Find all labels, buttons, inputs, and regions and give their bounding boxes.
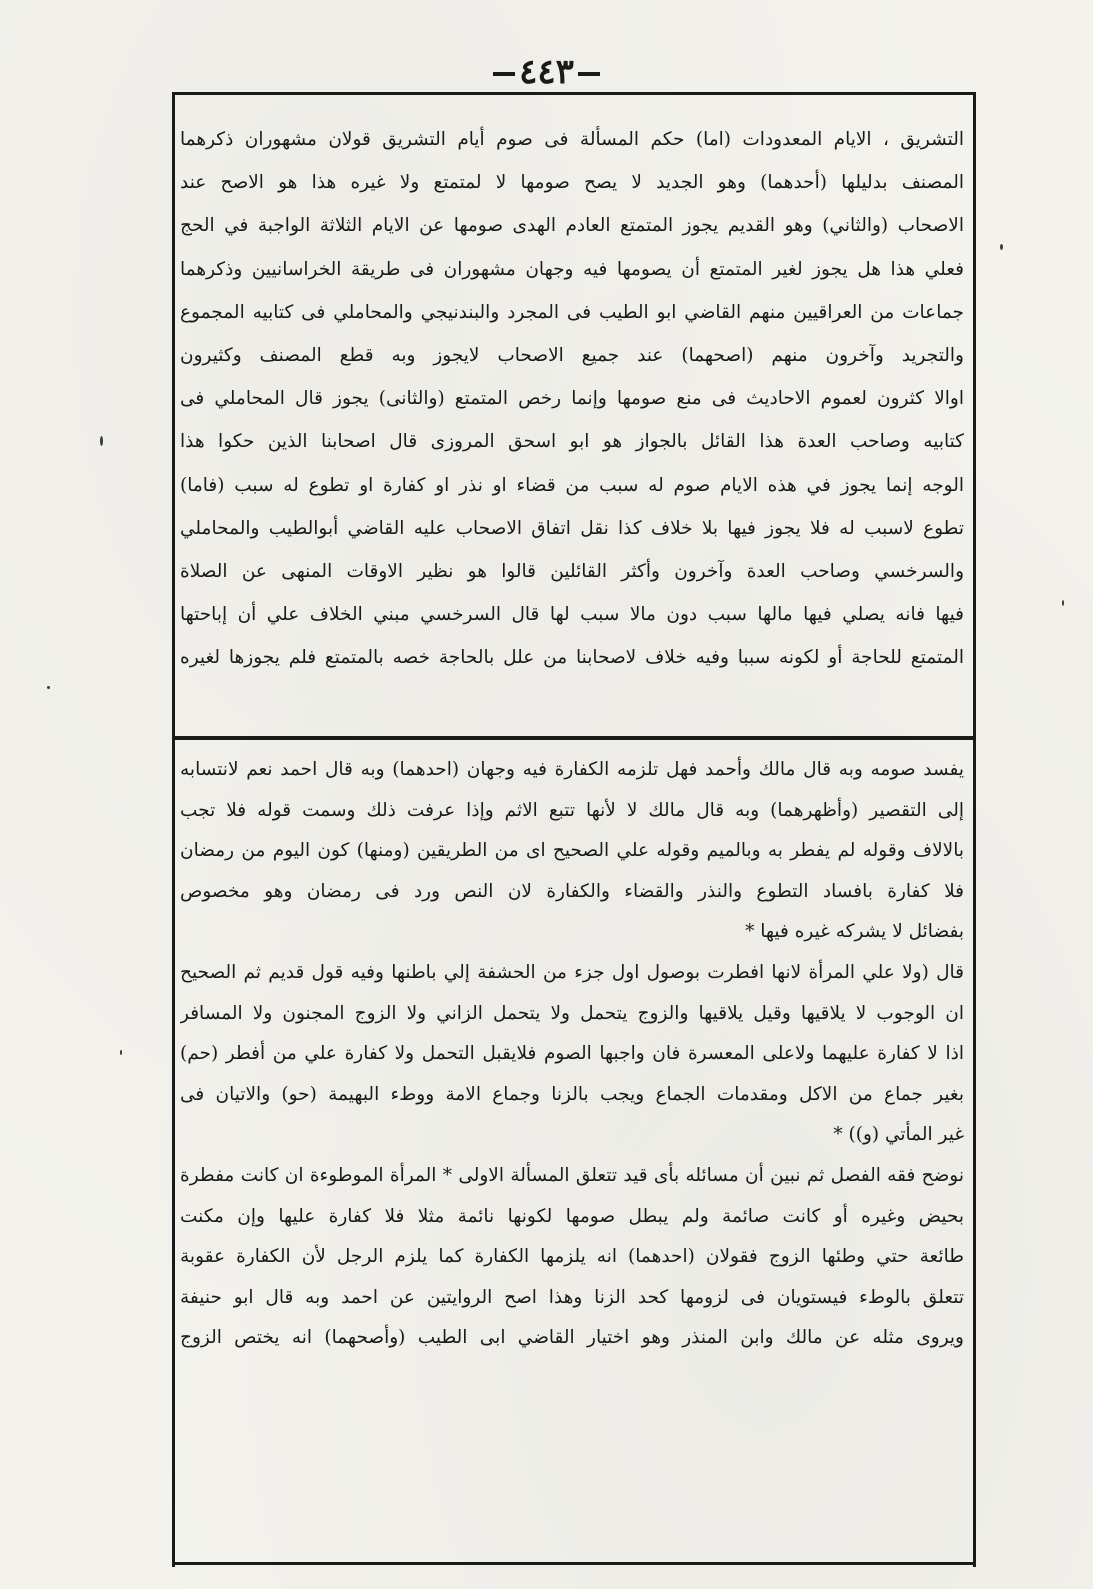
lower-line: اذا لا كفارة عليهما ولاعلى المعسرة فان واجبها الصوم فلايقبل التحمل ولا كفارة علي من أفطر (حم) bbox=[180, 1043, 964, 1065]
scan-speck bbox=[1000, 244, 1003, 250]
frame-bottom-rule bbox=[172, 1562, 976, 1565]
upper-line: المصنف بدليلها (أحدهما) وهو الجديد لا يصح صومها لا لمتمتع ولا غيره هذا هو الاصح عند bbox=[180, 172, 964, 194]
upper-line: جماعات من العراقيين منهم القاضي ابو الطيب فى المجرد والبندنيجي والمحاملي فى كتابيه المجموع bbox=[180, 301, 964, 323]
upper-line: كتابيه وصاحب العدة هذا القائل بالجواز هو ابو اسحق المروزى قال اصحابنا الذين حكوا هذا bbox=[180, 431, 964, 453]
upper-line: اوالا كثرون لعموم الاحاديث فى منع صومها وإنما رخص المتمتع (والثانى) يجوز قال المحاملي فى bbox=[180, 388, 964, 410]
upper-line: والتجريد وآخرون منهم (اصحهما) عند جميع الاصحاب لايجوز وبه قطع المصنف وكثيرون bbox=[180, 344, 964, 366]
lower-line: بغير جماع من الاكل ومقدمات الجماع ويجب بالزنا وجماع الامة ووطء البهيمة (حو) والاتيان فى bbox=[180, 1083, 964, 1105]
upper-line: الوجه إنما يجوز في هذه الايام صوم له سبب من قضاء او نذر او كفارة او تطوع له سبب (فاما) bbox=[180, 474, 964, 496]
lower-line: بحيض وغيره أو كانت صائمة ولم يبطل صومها لكونها نائمة مثلا فلا كفارة عليها وإن مكنت bbox=[180, 1205, 964, 1227]
lower-line: بفضائل لا يشركه غيره فيها * bbox=[745, 921, 964, 943]
upper-line: التشريق ، الايام المعدودات (اما) حكم المسألة فى صوم أيام التشريق قولان مشهوران ذكرهما bbox=[180, 129, 964, 150]
lower-line: بالالاف وقوله لم يفطر به وبالميم وقوله علي الصحيح اى من الطريقين (ومنها) كون اليوم من رمضان bbox=[180, 840, 964, 862]
upper-line: والسرخسي وصاحب العدة وآخرون وأكثر القائلين قالوا هو نظير الاوقات المنهى عن الصلاة bbox=[180, 560, 964, 582]
lower-text-block bbox=[180, 750, 964, 1359]
upper-line: تطوع لاسبب له فلا يجوز فيها بلا خلاف كذا نقل اتفاق الاصحاب عليه القاضي أبوالطيب والمحاملي bbox=[180, 517, 964, 539]
scan-speck bbox=[1062, 600, 1064, 606]
upper-line: فيها فانه يصلي فيها مالها سبب دون مالا سبب لها قال السرخسي مبني الخلاف علي أن إباحتها bbox=[180, 604, 964, 626]
section-divider bbox=[172, 736, 976, 740]
upper-line: الاصحاب (والثاني) وهو القديم يجوز المتمتع العادم الهدى صومها عن الايام الثلاثة الواجبة في الحج bbox=[180, 215, 964, 237]
right-dash bbox=[493, 72, 515, 76]
lower-line: قال (ولا علي المرأة لانها افطرت بوصول اول جزء من الحشفة إلي باطنها وفيه قول قديم ثم الصحيح bbox=[180, 961, 964, 983]
lower-line: غير المأتي (و)) * bbox=[833, 1124, 964, 1146]
lower-line: إلى التقصير (وأظهرهما) وبه قال مالك لا لأنها تتبع الاثم وإذا عرفت ذلك وسمت قوله فلا تجب bbox=[180, 799, 964, 821]
page-number: ٤٤٣ bbox=[519, 52, 574, 92]
lower-line: ان الوجوب لا يلاقيها وقيل يلاقيها والزوج يتحمل ولا يتحمل الزاني ولا الزوج المجنون ولا المسافر bbox=[180, 1002, 964, 1024]
page-number-header bbox=[0, 52, 1093, 92]
lower-line: فلا كفارة بافساد التطوع والنذر والقضاء والكفارة لان النص ورد فى رمضان وهو مخصوص bbox=[180, 880, 964, 902]
scan-speck bbox=[100, 436, 103, 446]
lower-line: نوضح فقه الفصل ثم نبين أن مسائله بأى قيد تتعلق المسألة الاولى * المرأة الموطوءة ان كانت مفطرة bbox=[180, 1164, 964, 1186]
upper-line: فعلي هذا هل يجوز لغير المتمتع أن يصومها فيه وجهان مشهوران فى طريقة الخراسانيين وذكرهما bbox=[180, 258, 964, 280]
upper-text-block bbox=[180, 118, 964, 679]
lower-line: ويروى مثله عن مالك وابن المنذر وهو اختيار القاضي ابى الطيب (وأصحهما) انه يختص الزوج bbox=[180, 1327, 964, 1349]
scan-speck bbox=[47, 686, 50, 689]
lower-line: تتعلق بالوطء فيستويان فى لزومها كحد الزنا وهذا اصح الروايتين عن احمد وبه قال ابو حنيفة bbox=[180, 1286, 964, 1308]
lower-line: يفسد صومه وبه قال مالك وأحمد فهل تلزمه الكفارة فيه وجهان (احدهما) وبه قال احمد نعم لانتسابه bbox=[180, 759, 964, 780]
scan-speck bbox=[120, 1050, 122, 1055]
lower-line: طائعة حتي وطئها الزوج فقولان (احدهما) انه يلزمها الكفارة كما يلزم الرجل لأن الكفارة عقوبة bbox=[180, 1246, 964, 1268]
left-dash bbox=[578, 72, 600, 76]
upper-line: المتمتع للحاجة أو لكونه سببا وفيه خلاف لاصحابنا من علل بالحاجة خصه بالمتمتع فلم يجوزها لغيره bbox=[180, 647, 964, 669]
